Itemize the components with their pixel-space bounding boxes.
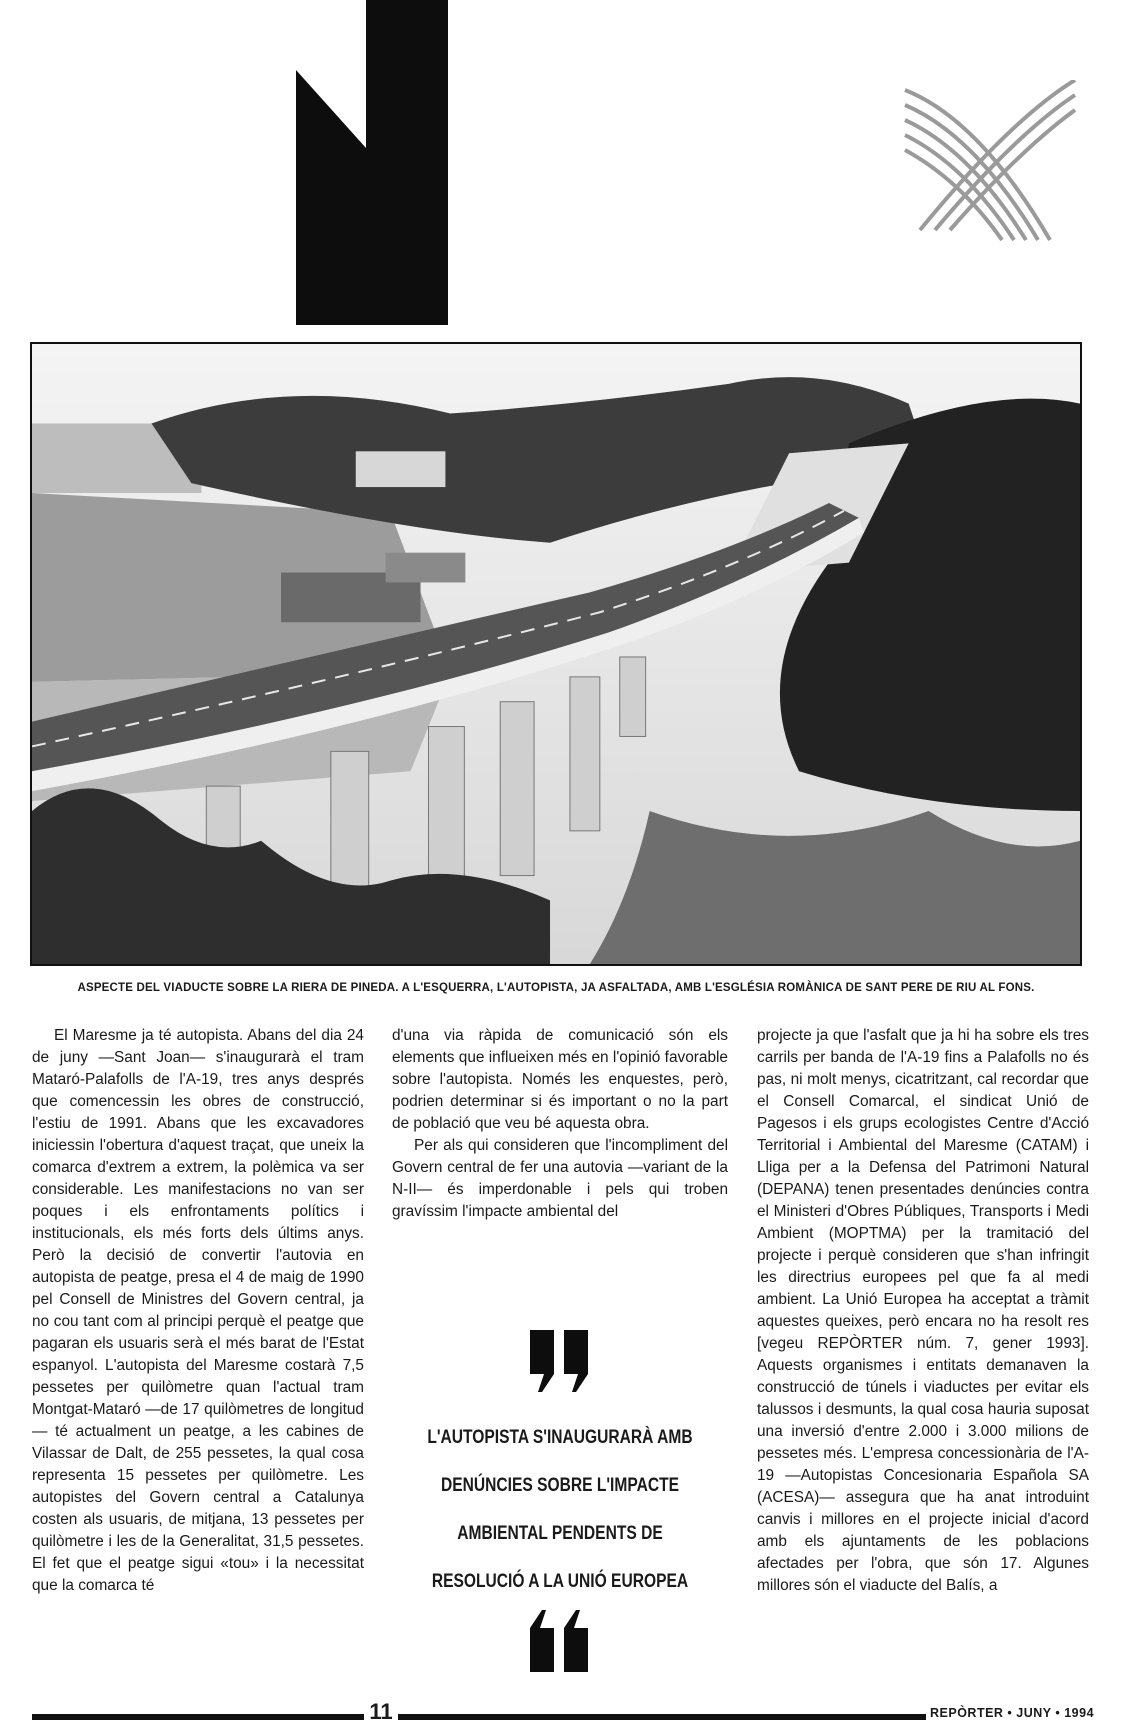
viaduct-photo <box>30 342 1082 966</box>
paragraph: El Maresme ja té autopista. Abans del dia 24 de juny —Sant Joan— s'inaugurarà el tram Mataró-Palafolls de l'A-19, tres anys després que comencessin les obres de construcció, l'estiu de 1991. Abans que les excavadores iniciessin l'obertura d'aquest traçat, que uneix la comarca d'extrem a extrem, la polèmica va ser considerable. Les manifestacions no van ser poques i els enfrontaments polítics i institucionals, els més forts dels últims anys. Però la decisió de convertir l'autovia en autopista de peatge, presa el 4 de maig de 1990 pel Consell de Ministres del Govern central, ja no cou tant com al principi perquè el peatge que pagaran els usuaris serà el més barat de l'Estat espanyol. L'autopista del Maresme costarà 7,5 pessetes per quilòmetre quan l'actual tram Montgat-Mataró —de 17 quilòmetres de longitud— té actualment un peatge, a les cabines de Vilassar de Dalt, de 255 pessetes, la qual cosa representa 15 pessetes per quilòmetre. Les autopistes del Govern central a Catalunya costen als usuaris, de mitjana, 13 pessetes per quilòmetre i les de la Generalitat, 31,5 pessetes. El fet que el peatge sigui «tou» i la necessitat que la comarca té <box>32 1027 364 1594</box>
photo-caption: ASPECTE DEL VIADUCTE SOBRE LA RIERA DE PINEDA. A L'ESQUERRA, L'AUTOPISTA, JA ASFALTADA, AMB L'ESGLÉSIA ROMÀNICA DE SANT PERE DE RIU AL FONS. <box>77 982 1035 994</box>
pull-quote-line: RESOLUCIÓ A LA UNIÓ EUROPEA <box>431 1571 689 1592</box>
article-column-2 <box>392 1025 728 1223</box>
pull-quote-line: AMBIENTAL PENDENTS DE <box>457 1523 663 1544</box>
close-quote-icon <box>530 1610 590 1672</box>
article-column-1 <box>32 1025 364 1597</box>
road-logo-icon <box>900 80 1080 250</box>
pull-quote <box>392 1330 728 1690</box>
footer-rule <box>32 1714 364 1720</box>
page-number: 11 <box>369 1699 393 1724</box>
paragraph: Per als qui consideren que l'incompliment del Govern central de fer una autovia —variant de la N-II— és imperdonable i pels qui troben gravíssim l'impacte ambiental del <box>392 1137 728 1220</box>
running-footer: REPÒRTER • JUNY • 1994 <box>930 1706 1095 1720</box>
drop-initial-n <box>296 0 448 325</box>
paragraph: d'una via ràpida de comunicació són els elements que influeixen més en l'opinió favorable sobre l'autopista. Només les enquestes, però, podrien determinar si és important o no la part de població que veu bé aquesta obra. <box>392 1027 728 1132</box>
pull-quote-line: L'AUTOPISTA S'INAUGURARÀ AMB <box>427 1427 693 1448</box>
open-quote-icon <box>530 1330 590 1392</box>
pull-quote-text <box>422 1414 698 1606</box>
pull-quote-line: DENÚNCIES SOBRE L'IMPACTE <box>440 1475 680 1496</box>
footer-rule <box>398 1714 926 1720</box>
paragraph: projecte ja que l'asfalt que ja hi ha sobre els tres carrils per banda de l'A-19 fins a Palafolls no és pas, ni molt menys, cicatritzant, cal recordar que el Consell Comarcal, el sindicat Unió de Pagesos i els grups ecologistes Centre d'Acció Territorial i Ambiental del Maresme (CATAM) i Lliga per a la Defensa del Patrimoni Natural (DEPANA) tenen presentades denúncies contra el Ministeri d'Obres Públiques, Transports i Medi Ambient (MOPTMA) per la tramitació del projecte i perquè consideren que s'han infringit les directrius europees pel que fa al medi ambient. La Unió Europea ha acceptat a tràmit aquestes queixes, però encara no ha resolt res [vegeu REPÒRTER núm. 7, gener 1993]. Aquests organismes i entitats demanaven la construcció de túnels i viaductes per evitar els talussos i desmunts, la qual cosa hauria suposat una inversió d'entre 2.000 i 3.000 milions de pessetes més. L'empresa concessionària de l'A-19 —Autopistas Concesionaria Española SA (ACESA)— assegura que ha anat introduint canvis i millores en el projecte inicial d'acord amb els ajuntaments de les poblacions afectades per l'obra, que són 17. Algunes millores són el viaducte del Balís, a <box>757 1027 1089 1594</box>
article-column-3 <box>757 1025 1089 1597</box>
